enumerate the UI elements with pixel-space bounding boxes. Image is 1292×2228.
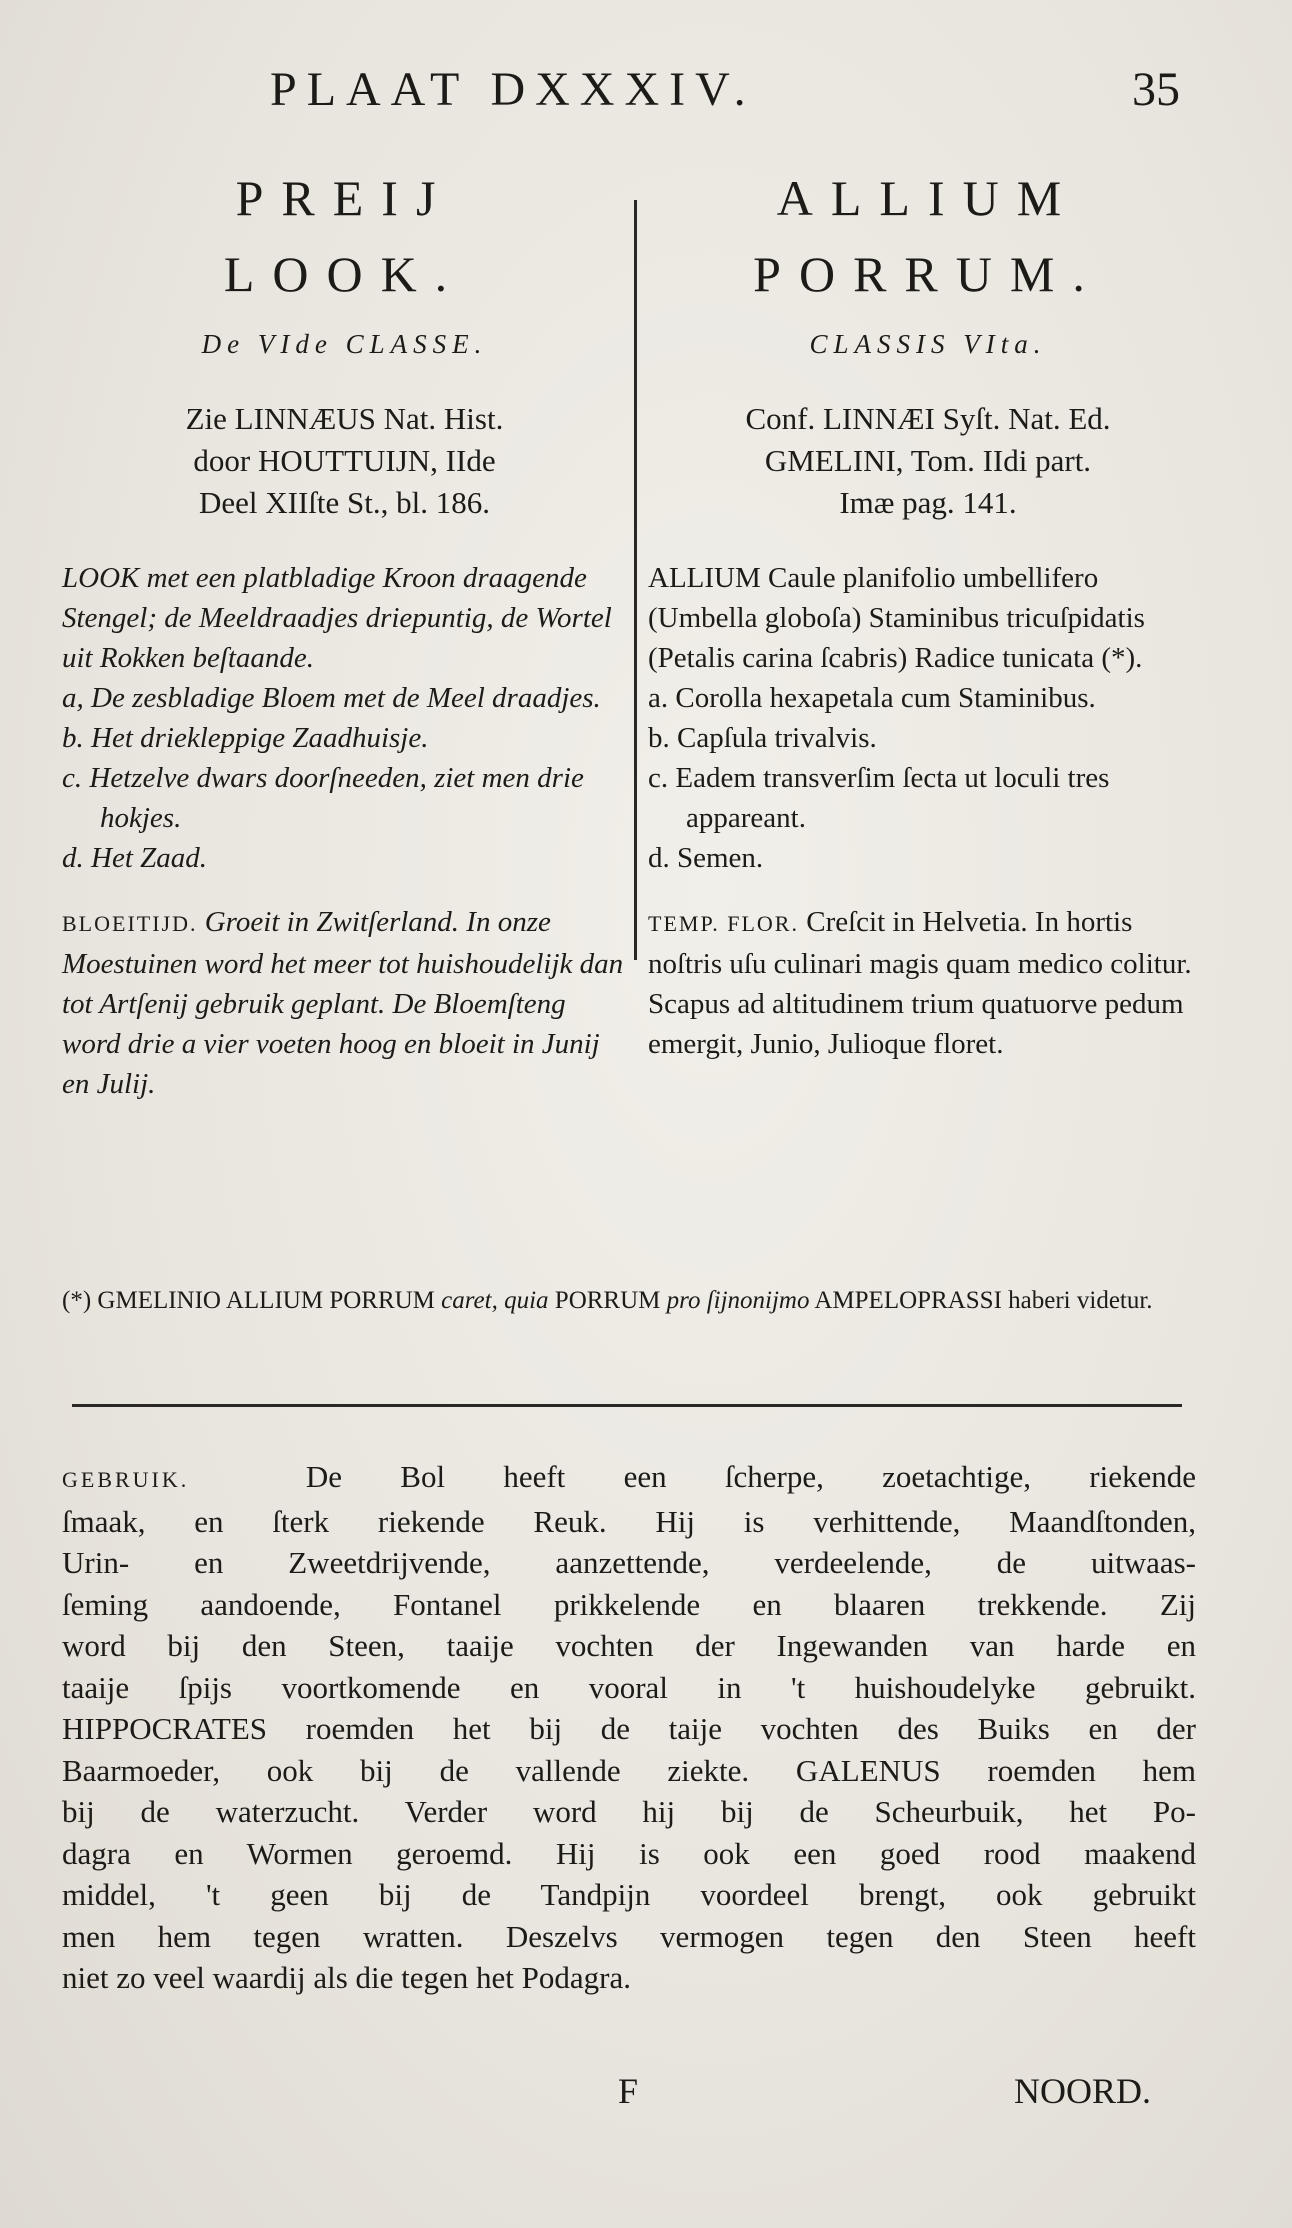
- dutch-flowering-text: Groeit in Zwitſerland. In onze Moestuinen word het meer tot huishoudelijk dan tot Artſenij gebruik geplant. De Bloemſteng word drie a vier voeten hoog en bloeit in Junij en Julij.: [62, 906, 624, 1100]
- latin-column: [648, 160, 1208, 1064]
- usage-line: dagra en Wormen geroemd. Hij is ook een goed rood maakend: [62, 1835, 1196, 1871]
- footnote-text: PORRUM: [554, 1287, 661, 1314]
- dutch-description: LOOK met een platbladige Kroon draagende Stengel; de Meeldraadjes driepuntig, de Wortel uit Rokken beſtaande.: [62, 562, 612, 674]
- latin-ref-line: GMELINI, Tom. IIdi part.: [764, 443, 1092, 478]
- dutch-ref-line: Zie LINNÆUS Nat. Hist.: [185, 401, 504, 436]
- footnote-text: AMPELOPRASSI haberi videtur.: [814, 1287, 1153, 1314]
- usage-line-text: De Bol heeft een ſcherpe, zoetachtige, riekende: [305, 1459, 1196, 1494]
- latin-ref-line: Conf. LINNÆI Syſt. Nat. Ed.: [745, 401, 1111, 436]
- dutch-ref-line: door HOUTTUIJN, IIde: [193, 443, 496, 478]
- usage-label: GEBRUIK.: [62, 1467, 190, 1492]
- usage-line: niet zo veel waardij als die tegen het Podagra.: [62, 1960, 631, 1995]
- plate-title: PLAAT DXXXIV.: [270, 63, 756, 116]
- latin-item-b: b. Capſula trivalvis.: [648, 722, 877, 754]
- latin-description-block: [648, 558, 1208, 878]
- dutch-classe: De VIde CLASSE.: [201, 329, 488, 359]
- footnote: [62, 1282, 1202, 1320]
- dutch-column: [62, 160, 627, 1104]
- footnote-text: pro ſijnonijmo: [666, 1287, 810, 1314]
- footnote-text: caret, quia: [441, 1287, 549, 1314]
- latin-flowering-text: Creſcit in Helvetia. In hortis noſtris uſu culinari magis quam medico colitur. Scapus ad altitudinem trium quatuorve pedum emergit, Junio, Julioque floret.: [648, 906, 1192, 1060]
- latin-reference: [648, 398, 1208, 524]
- dutch-item-a: a, De zesbladige Bloem met de Meel draadjes.: [62, 682, 601, 714]
- latin-item-a: a. Corolla hexapetala cum Staminibus.: [648, 682, 1096, 714]
- dutch-description-block: [62, 558, 627, 878]
- dutch-name-line-2: LOOK.: [223, 246, 466, 302]
- footnote-text: GMELINIO ALLIUM PORRUM: [97, 1287, 435, 1314]
- latin-description: ALLIUM Caule planifolio umbellifero (Umbella globoſa) Staminibus tricuſpidatis (Petalis carina ſcabris) Radice tunicata (*).: [648, 562, 1145, 674]
- dutch-flowering-block: [62, 902, 627, 1104]
- dutch-ref-line: Deel XIIſte St., bl. 186.: [198, 485, 490, 520]
- dutch-item-d: d. Het Zaad.: [62, 842, 207, 874]
- column-divider: [634, 200, 637, 960]
- latin-name-line-1: ALLIUM: [776, 170, 1080, 226]
- dutch-reference: [62, 398, 627, 524]
- dutch-item-b: b. Het driekleppige Zaadhuisje.: [62, 722, 429, 754]
- latin-item-d: d. Semen.: [648, 842, 764, 874]
- footnote-marker: (*): [62, 1287, 92, 1314]
- usage-line: word bij den Steen, taaije vochten der Ingewanden van harde en: [62, 1628, 1196, 1663]
- latin-classis: CLASSIS VIta.: [809, 329, 1047, 359]
- catchword: NOORD.: [1014, 2071, 1152, 2111]
- usage-line: [62, 1456, 1196, 1501]
- latin-ref-line: Imæ pag. 141.: [839, 485, 1017, 520]
- usage-line: Baarmoeder, ook bij de vallende ziekte. GALENUS roemden hem: [62, 1752, 1196, 1788]
- usage-line: ſeming aandoende, Fontanel prikkelende en blaaren trekkende. Zij: [62, 1586, 1196, 1622]
- latin-flowering-label: TEMP. FLOR.: [648, 911, 799, 936]
- page-footer: [0, 2070, 1292, 2120]
- page-header: [0, 62, 1292, 122]
- usage-line: Urin- en Zweetdrijvende, aanzettende, verdeelende, de uitwaas-: [62, 1545, 1196, 1580]
- page-number: 35: [1132, 63, 1180, 116]
- latin-item-c: c. Eadem transverſim ſecta ut loculi tres appareant.: [648, 762, 1110, 834]
- usage-line: taaije ſpijs voortkomende en vooral in 't huishoudelyke gebruikt.: [62, 1669, 1196, 1705]
- usage-line: HIPPOCRATES roemden het bij de taije vochten des Buiks en der: [62, 1711, 1196, 1746]
- signature-mark: F: [618, 2071, 639, 2111]
- usage-line: middel, 't geen bij de Tandpijn voordeel brengt, ook gebruikt: [62, 1877, 1196, 1912]
- dutch-flowering-label: BLOEITIJD.: [62, 911, 198, 936]
- usage-line: men hem tegen wratten. Deszelvs vermogen tegen den Steen heeft: [62, 1918, 1196, 1954]
- latin-flowering-block: [648, 902, 1208, 1064]
- dutch-item-c: c. Hetzelve dwars doorſneeden, ziet men drie hokjes.: [62, 762, 584, 834]
- section-rule: [72, 1404, 1182, 1407]
- usage-line: bij de waterzucht. Verder word hij bij de Scheurbuik, het Po-: [62, 1794, 1196, 1829]
- usage-paragraph: [62, 1456, 1196, 1999]
- dutch-name-line-1: PREIJ: [235, 170, 454, 226]
- usage-line: ſmaak, en ſterk riekende Reuk. Hij is verhittende, Maandſtonden,: [62, 1503, 1196, 1539]
- latin-name-line-2: PORRUM.: [753, 246, 1103, 302]
